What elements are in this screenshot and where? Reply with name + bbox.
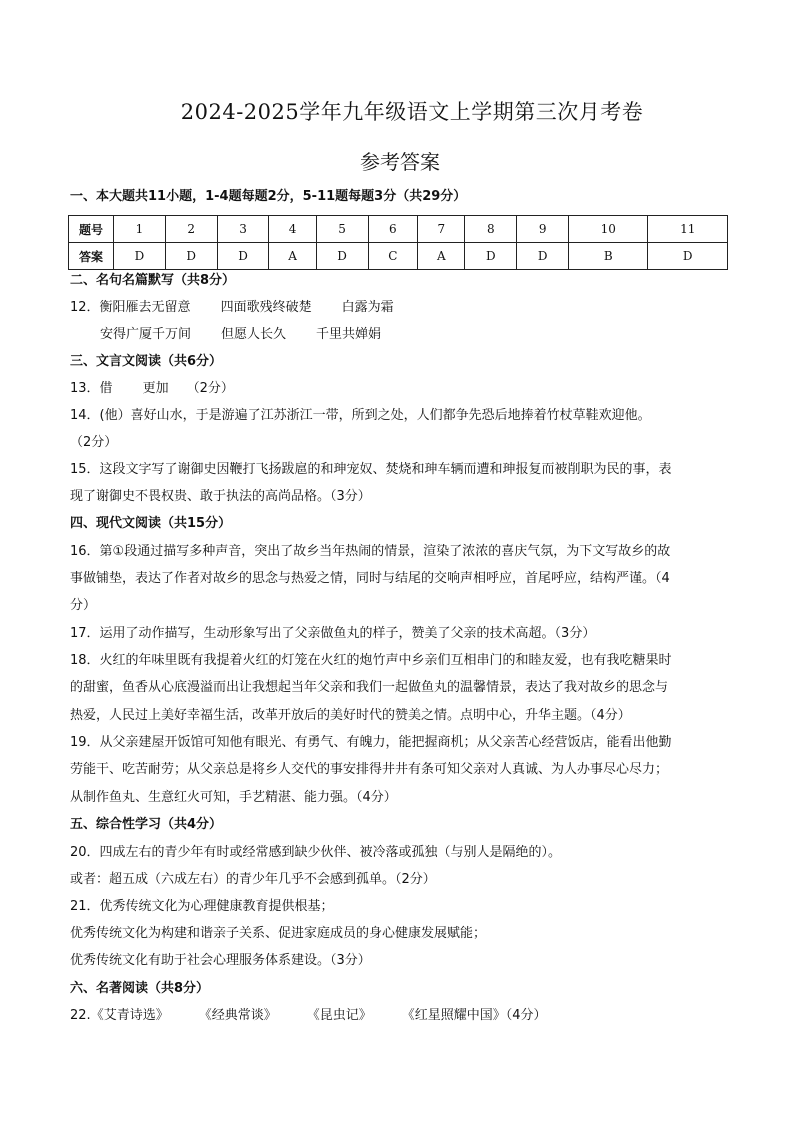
q22-answer: 《艾青诗选》 bbox=[90, 1008, 169, 1023]
row-label-answer: 答案 bbox=[69, 243, 114, 270]
q22-line bbox=[70, 1006, 724, 1026]
question-number-cell: 3 bbox=[217, 216, 269, 243]
question-number-cell: 9 bbox=[517, 216, 569, 243]
q18-line-3: 热爱，人民过上美好幸福生活，改革开放后的美好时代的赞美之情。点明中心，升华主题。（4分） bbox=[70, 708, 631, 723]
answer-cell: B bbox=[569, 243, 648, 270]
q22-answer: 《经典常谈》 bbox=[198, 1008, 277, 1023]
q15-line-1: 15．这段文字写了谢御史因鞭打飞扬跋扈的和珅宠奴、焚烧和珅车辆而遭和珅报复而被削职为民的事，表 bbox=[70, 462, 672, 477]
question-number-cell: 11 bbox=[648, 216, 728, 243]
q12-line-2 bbox=[70, 325, 724, 345]
q22-score: （4分） bbox=[505, 1008, 547, 1023]
q12-answer: 四面歌残终破楚 bbox=[220, 300, 312, 315]
section-1-heading: 一、本大题共11小题，1-4题每题2分，5-11题每题3分（共29分） bbox=[70, 189, 467, 204]
page-subtitle: 参考答案 bbox=[360, 150, 440, 174]
q15-line-2: 现了谢御史不畏权贵、敢于执法的高尚品格。（3分） bbox=[70, 489, 371, 504]
q21-line-3: 优秀传统文化有助于社会心理服务体系建设。（3分） bbox=[70, 953, 371, 968]
question-number-cell: 4 bbox=[269, 216, 316, 243]
answer-cell: D bbox=[217, 243, 269, 270]
q13-line bbox=[70, 379, 724, 399]
q16-line-3: 分） bbox=[70, 598, 97, 613]
q12-answer: 安得广厦千万间 bbox=[100, 327, 192, 342]
q16-line-1: 16．第①段通过描写多种声音，突出了故乡当年热闹的情景，渲染了浓浓的喜庆气氛，为下文写故乡的故 bbox=[70, 544, 671, 559]
question-number-cell: 5 bbox=[316, 216, 368, 243]
q19-line-3: 从制作鱼丸、生意红火可知，手艺精湛、能力强。（4分） bbox=[70, 790, 397, 805]
q12-line-1 bbox=[70, 298, 724, 318]
q22-answer: 《红星照耀中国》 bbox=[401, 1008, 506, 1023]
question-number-cell: 6 bbox=[368, 216, 418, 243]
q18-line-2: 的甜蜜，鱼香从心底漫溢而出让我想起当年父亲和我们一起做鱼丸的温馨情景，表达了我对故乡的思念与 bbox=[70, 680, 669, 695]
q21-line-1: 21．优秀传统文化为心理健康教育提供根基； bbox=[70, 899, 334, 914]
answer-cell: D bbox=[165, 243, 217, 270]
q12-answer: 白露为霜 bbox=[341, 300, 394, 315]
answer-cell: D bbox=[114, 243, 166, 270]
table-row-answers bbox=[69, 243, 728, 270]
q12-number: 12． bbox=[70, 300, 100, 315]
answer-cell: D bbox=[465, 243, 517, 270]
question-number-cell: 2 bbox=[165, 216, 217, 243]
answer-cell: D bbox=[517, 243, 569, 270]
question-number-cell: 10 bbox=[569, 216, 648, 243]
q21-line-2: 优秀传统文化为构建和谐亲子关系、促进家庭成员的身心健康发展赋能； bbox=[70, 926, 487, 941]
question-number-cell: 8 bbox=[465, 216, 517, 243]
q18-line-1: 18．火红的年味里既有我提着火红的灯笼在火红的炮竹声中乡亲们互相串门的和睦友爱，也有我吃糖果时 bbox=[70, 653, 672, 668]
q20-line-1: 20．四成左右的青少年有时或经常感到缺少伙伴、被冷落或孤独（与别人是隔绝的）。 bbox=[70, 845, 562, 860]
q14-line-1: 14．(他）喜好山水，于是游遍了江苏浙江一带，所到之处，人们都争先恐后地捧着竹杖草鞋欢迎他。 bbox=[70, 408, 651, 423]
page-title: 2024-2025学年九年级语文上学期第三次月考卷 bbox=[180, 100, 644, 124]
question-number-cell: 1 bbox=[114, 216, 166, 243]
section-5-heading: 五、综合性学习（共4分） bbox=[70, 817, 223, 832]
row-label-number: 题号 bbox=[69, 216, 114, 243]
answer-cell: A bbox=[269, 243, 316, 270]
q12-answer: 衡阳雁去无留意 bbox=[99, 300, 191, 315]
section-4-heading: 四、现代文阅读（共15分） bbox=[70, 516, 232, 531]
q22-number: 22. bbox=[70, 1008, 91, 1023]
answer-cell: A bbox=[418, 243, 465, 270]
q12-answer: 千里共婵娟 bbox=[316, 327, 382, 342]
q16-line-2: 事做铺垫，表达了作者对故乡的思念与热爱之情，同时与结尾的交响声相呼应，首尾呼应，结构严谨。（4 bbox=[70, 571, 670, 586]
section-6-heading: 六、名著阅读（共8分） bbox=[70, 981, 210, 996]
section-2-heading: 二、名句名篇默写（共8分） bbox=[70, 273, 236, 288]
q13-number: 13． bbox=[70, 381, 100, 396]
answer-table bbox=[68, 215, 728, 270]
table-row-numbers bbox=[69, 216, 728, 243]
q17-line: 17．运用了动作描写，生动形象写出了父亲做鱼丸的样子，赞美了父亲的技术高超。（3分） bbox=[70, 626, 596, 641]
q13-score: （2分） bbox=[186, 381, 234, 396]
question-number-cell: 7 bbox=[418, 216, 465, 243]
q13-answer: 更加 bbox=[142, 381, 169, 396]
answer-cell: C bbox=[368, 243, 418, 270]
section-3-heading: 三、文言文阅读（共6分） bbox=[70, 354, 223, 369]
q20-line-2: 或者：超五成（六成左右）的青少年几乎不会感到孤单。（2分） bbox=[70, 872, 436, 887]
q22-answer: 《昆虫记》 bbox=[306, 1008, 372, 1023]
answer-cell: D bbox=[316, 243, 368, 270]
q19-line-2: 劳能干、吃苦耐劳；从父亲总是将乡人交代的事安排得井井有条可知父亲对人真诚、为人办事尽心尽力； bbox=[70, 762, 669, 777]
answer-cell: D bbox=[648, 243, 728, 270]
q12-answer: 但愿人长久 bbox=[221, 327, 287, 342]
q13-answer: 借 bbox=[99, 381, 113, 396]
q14-line-2: （2分） bbox=[70, 435, 118, 450]
q19-line-1: 19．从父亲建屋开饭馆可知他有眼光、有勇气、有魄力，能把握商机；从父亲苦心经营饭店，能看出他勤 bbox=[70, 735, 672, 750]
